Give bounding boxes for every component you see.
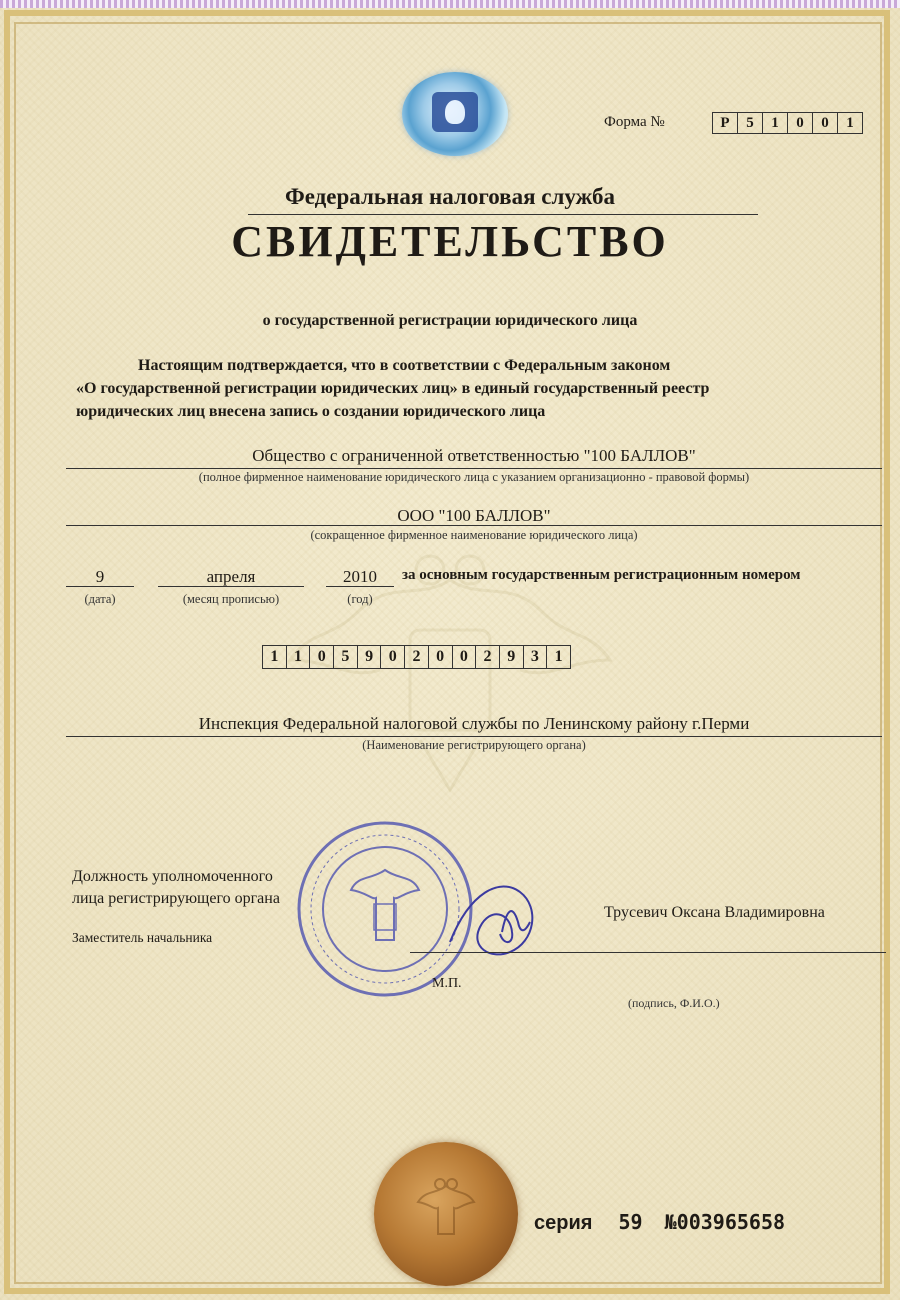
serial-number xyxy=(534,1210,785,1235)
form-code-digit: 1 xyxy=(763,113,788,133)
signature-caption: (подпись, Ф.И.О.) xyxy=(628,996,720,1010)
underline xyxy=(66,525,882,526)
form-code-digit: 0 xyxy=(788,113,813,133)
ogrn-number xyxy=(262,645,571,669)
underline xyxy=(158,586,304,587)
document-subtitle: о государственной регистрации юридического лица xyxy=(262,312,638,329)
form-code xyxy=(712,112,863,134)
serial-number-value: №003965658 xyxy=(664,1210,786,1234)
registration-year: 2010 xyxy=(343,567,377,586)
position-label-line: Должность уполномоченного xyxy=(72,868,273,885)
registering-authority: Инспекция Федеральной налоговой службы по Ленинскому району г.Перми xyxy=(198,714,750,733)
company-full-name: Общество с ограниченной ответственностью "100 БАЛЛОВ" xyxy=(252,446,696,465)
authority-caption: (Наименование регистрирующего органа) xyxy=(362,738,586,752)
short-name-caption: (сокращенное фирменное наименование юридического лица) xyxy=(310,528,638,542)
hologram-icon xyxy=(402,72,508,156)
ogrn-digit: 0 xyxy=(453,646,477,668)
form-code-digit: 0 xyxy=(813,113,838,133)
serial-series: 59 xyxy=(618,1210,643,1234)
ogrn-digit: 9 xyxy=(500,646,524,668)
agency-name: Федеральная налоговая служба xyxy=(285,184,615,209)
seal-emblem-icon xyxy=(400,1168,492,1260)
ogrn-digit: 0 xyxy=(381,646,405,668)
form-code-digit: 5 xyxy=(738,113,763,133)
form-label: Форма № xyxy=(604,114,665,130)
position-label xyxy=(72,866,280,910)
registration-month: апреля xyxy=(206,567,256,586)
signature-line xyxy=(410,952,886,953)
ogrn-digit: 2 xyxy=(476,646,500,668)
day-caption: (дата) xyxy=(84,592,116,606)
serial-label: серия xyxy=(534,1212,593,1234)
seal-place-label: М.П. xyxy=(432,976,462,991)
document-title: СВИДЕТЕЛЬСТВО xyxy=(231,217,669,266)
ogrn-digit: 0 xyxy=(429,646,453,668)
ogrn-digit: 3 xyxy=(524,646,548,668)
form-code-digit: Р xyxy=(713,113,738,133)
ogrn-digit: 1 xyxy=(554,648,563,665)
underline xyxy=(66,586,134,587)
ogrn-digit: 0 xyxy=(310,646,334,668)
ogrn-digit: 1 xyxy=(263,646,287,668)
confirmation-line: юридических лиц внесена запись о создании юридического лица xyxy=(76,403,546,420)
ogrn-digit: 9 xyxy=(358,646,382,668)
position-label-line: лица регистрирующего органа xyxy=(72,890,280,907)
company-short-name: ООО "100 БАЛЛОВ" xyxy=(397,506,551,525)
signature-icon xyxy=(440,872,550,962)
ogrn-digit: 2 xyxy=(405,646,429,668)
confirmation-paragraph xyxy=(76,354,886,423)
underline xyxy=(66,468,882,469)
divider xyxy=(248,214,758,215)
confirmation-line: «О государственной регистрации юридических лиц» в единый государственный реестр xyxy=(76,380,710,397)
signatory-name: Трусевич Оксана Владимировна xyxy=(604,904,825,921)
official-position: Заместитель начальника xyxy=(72,930,213,945)
registration-number-label: за основным государственным регистрационным номером xyxy=(402,567,801,583)
ogrn-digit: 5 xyxy=(334,646,358,668)
ogrn-digit: 1 xyxy=(287,646,311,668)
year-caption: (год) xyxy=(347,592,373,606)
confirmation-line: Настоящим подтверждается, что в соответствии с Федеральным законом xyxy=(138,357,671,374)
full-name-caption: (полное фирменное наименование юридического лица с указанием организационно - правовой формы) xyxy=(198,470,750,484)
underline xyxy=(66,736,882,737)
underline xyxy=(326,586,394,587)
top-strip xyxy=(0,0,900,8)
month-caption: (месяц прописью) xyxy=(182,592,280,606)
registration-day: 9 xyxy=(95,567,105,586)
form-code-digit: 1 xyxy=(846,115,854,131)
